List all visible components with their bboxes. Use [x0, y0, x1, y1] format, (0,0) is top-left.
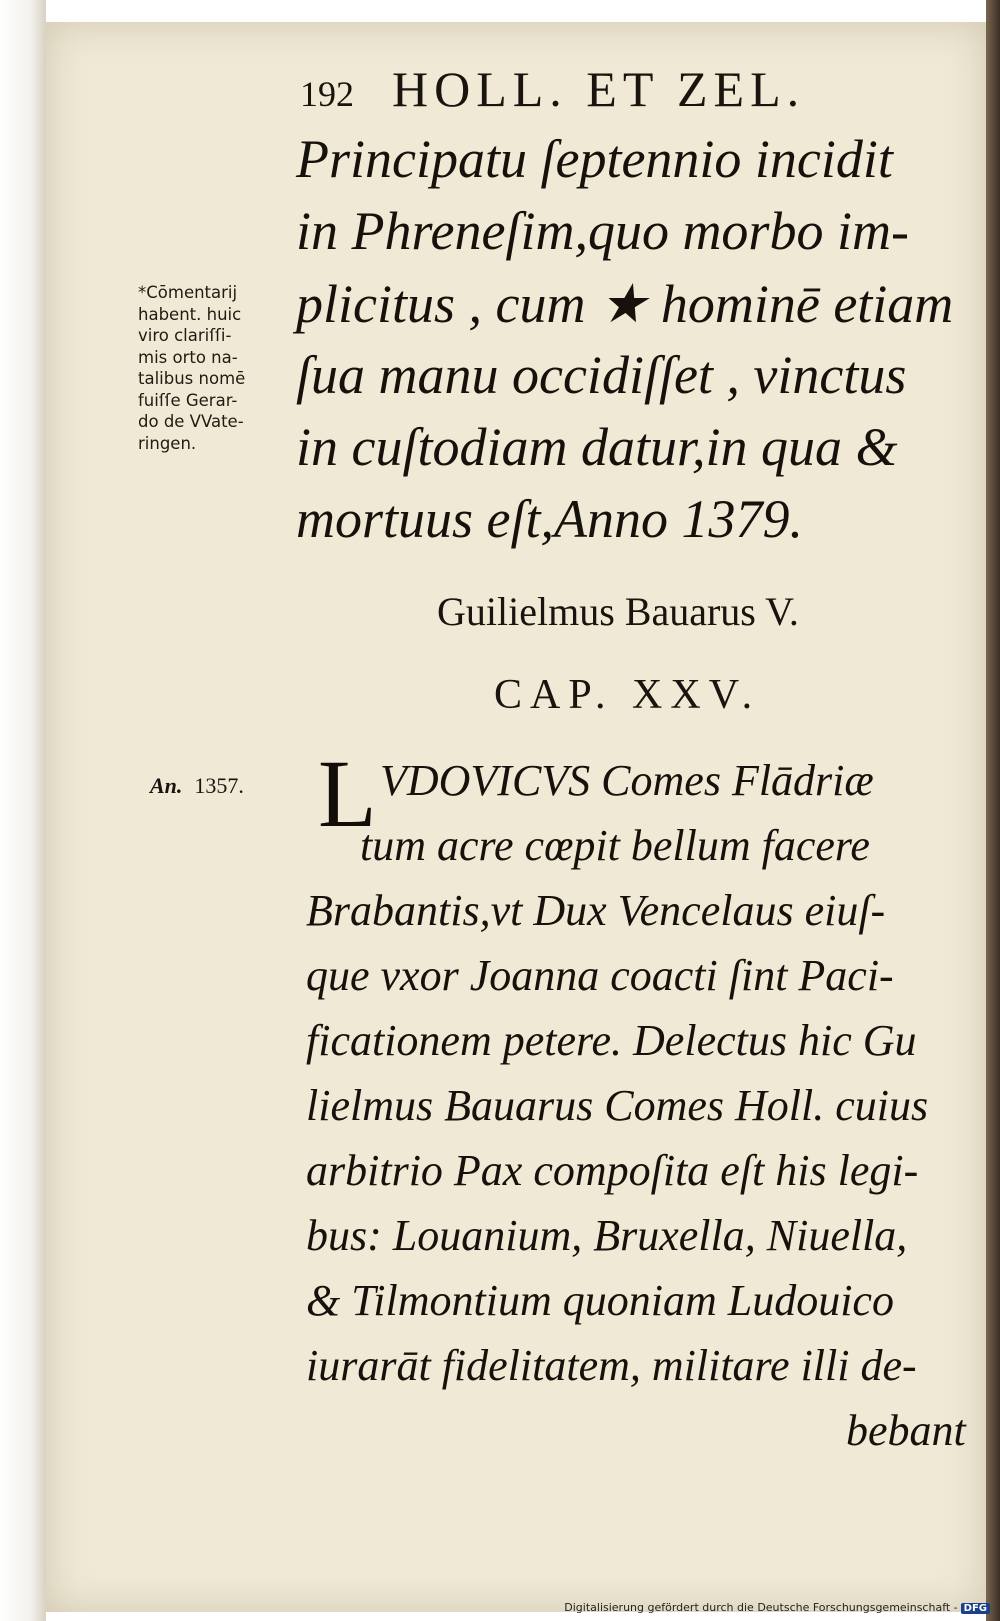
text-line: in cuſtodiam datur,in qua & — [296, 417, 898, 477]
text-line: arbitrio Pax compoſita eſt his legi- — [306, 1146, 919, 1195]
margin-note-line: habent. huic — [138, 304, 242, 324]
margin-note-line: *Cōmentarij — [138, 283, 238, 302]
text-line-first: VDOVICVS Comes Flādriæ — [380, 756, 874, 805]
page-gutter — [0, 0, 46, 1621]
margin-note-line: ringen. — [138, 433, 197, 453]
text-line: & Tilmontium quoniam Ludouico — [306, 1276, 894, 1325]
text-line: Brabantis,vt Dux Vencelaus eiuſ- — [306, 886, 886, 935]
page-header — [300, 60, 805, 118]
text-line: tum acre cœpit bellum facere — [360, 821, 870, 870]
margin-note-line: do de VVate- — [138, 412, 244, 431]
footer-text: Digitalisierung gefördert durch die Deutsche Forschungsgemeinschaft - — [564, 1601, 958, 1614]
section-title: Guilielmus Bauarus V. — [437, 589, 799, 634]
text-line: plicitus , cum ★ hominē etiam — [296, 274, 954, 334]
text-line: iurarāt fidelitatem, militare illi de- — [306, 1341, 917, 1390]
catchword: bebant — [846, 1406, 966, 1455]
text-line: mortuus eſt,Anno 1379. — [296, 489, 803, 549]
text-line: Principatu ſeptennio incidit — [296, 129, 893, 189]
dfg-logo: DFG — [961, 1603, 990, 1614]
drop-cap: L — [318, 740, 377, 847]
text-line: ficationem petere. Delectus hic Gu — [306, 1016, 917, 1065]
year-prefix: An. — [150, 773, 183, 798]
text-line: ſua manu occidiſſet , vinctus — [296, 345, 907, 405]
text-line: lielmus Bauarus Comes Holl. cuius — [306, 1081, 929, 1130]
text-line: in Phreneſim,quo morbo im- — [296, 201, 909, 261]
margin-note-line: fuiſſe Gerar- — [138, 390, 238, 410]
book-edge — [986, 0, 1000, 1621]
margin-note — [138, 282, 298, 454]
text-line: bus: Louanium, Bruxella, Niuella, — [306, 1211, 908, 1260]
margin-note-line: viro clariſſi- — [138, 326, 232, 345]
margin-note-line: talibus nomē — [138, 369, 246, 388]
margin-note-line: mis orto na- — [138, 347, 238, 367]
digitization-footer — [564, 1601, 990, 1614]
running-title: HOLL. ET ZEL. — [392, 61, 806, 117]
chapter-heading: CAP. XXV. — [494, 672, 761, 718]
text-line: que vxor Joanna coacti ſint Paci- — [306, 951, 894, 1000]
year-value: 1357. — [194, 773, 244, 798]
page-number: 192 — [300, 74, 354, 114]
year-margin-note — [150, 773, 244, 799]
